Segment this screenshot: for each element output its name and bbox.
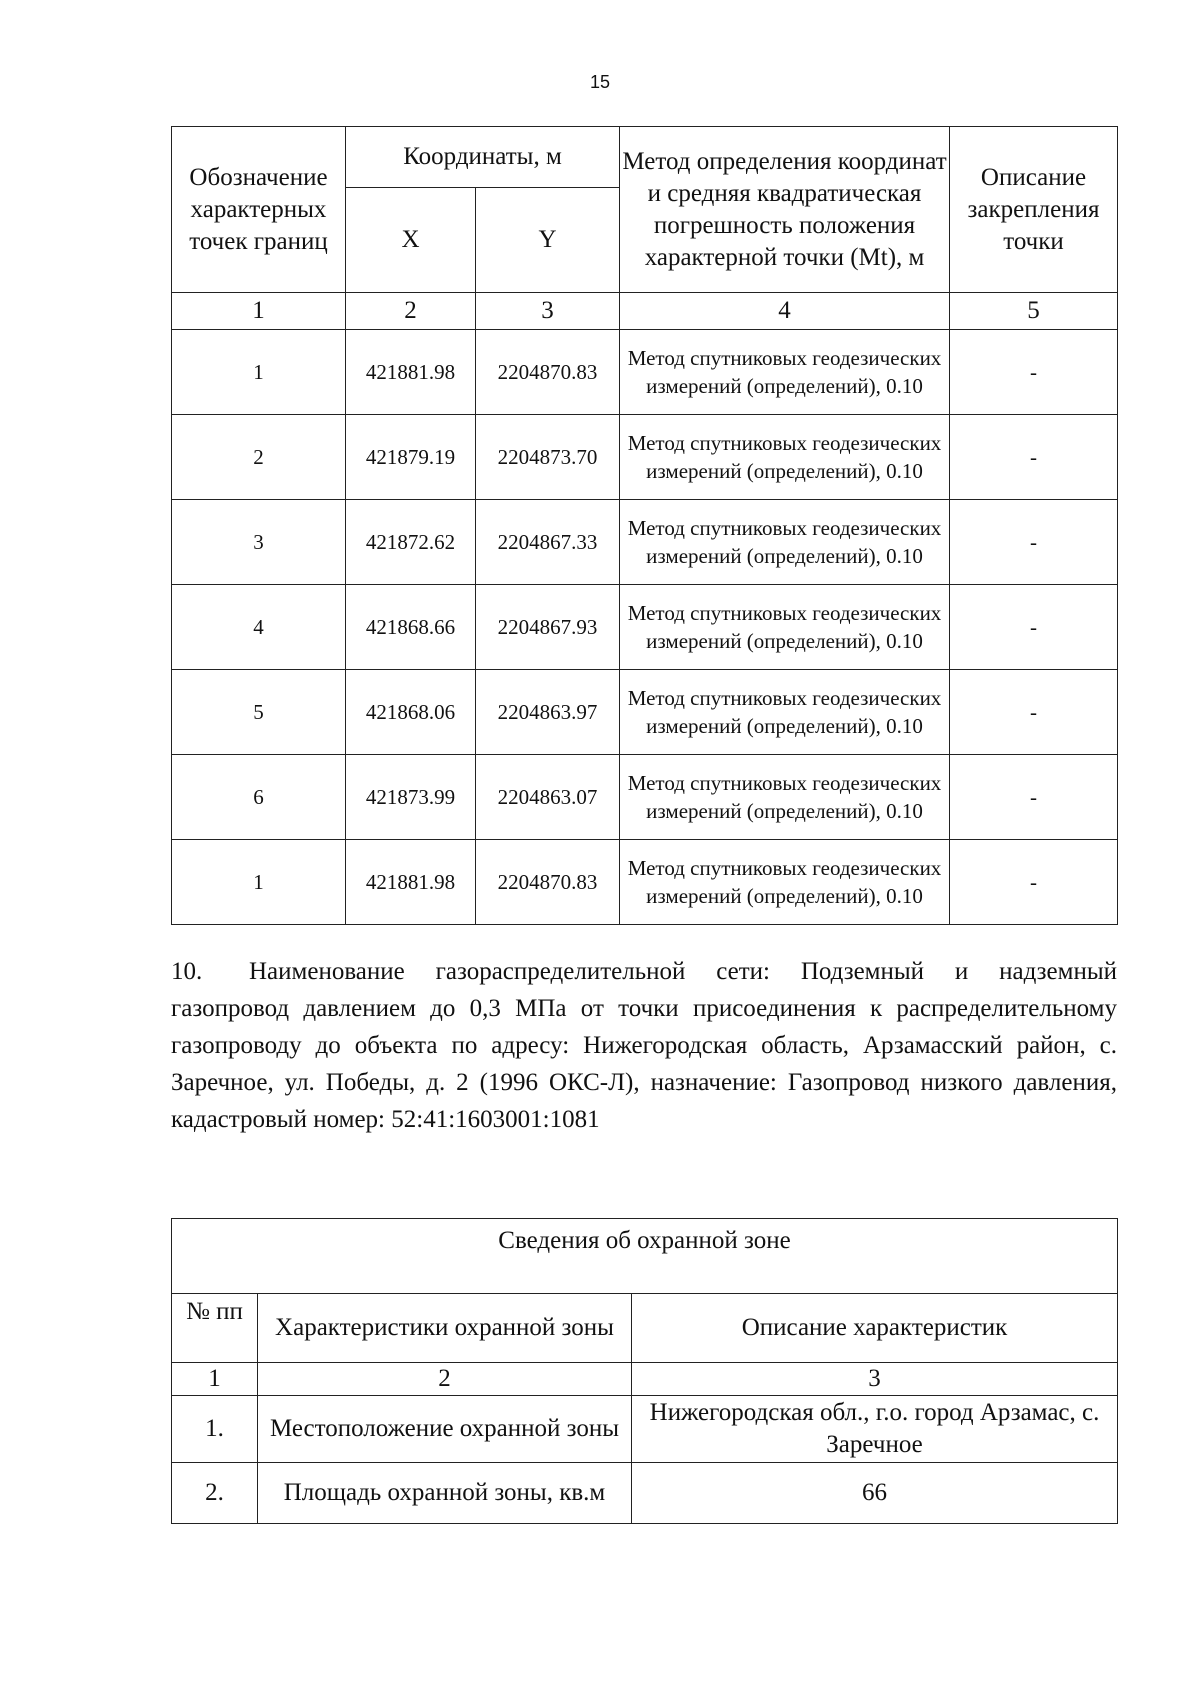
header-num: № пп <box>172 1294 258 1363</box>
row-num: 2. <box>172 1463 258 1524</box>
fixing-text: - <box>950 670 1118 755</box>
fixing-text: - <box>950 415 1118 500</box>
point-id: 1 <box>172 840 346 925</box>
x-value: 421873.99 <box>346 755 476 840</box>
y-value: 2204863.07 <box>476 755 620 840</box>
point-id: 4 <box>172 585 346 670</box>
x-value: 421872.62 <box>346 500 476 585</box>
header-description: Описание характеристик <box>632 1294 1118 1363</box>
header-method: Метод определения координат и средняя квадратическая погрешность положения характерной точки (Mt), м <box>620 127 950 293</box>
point-id: 6 <box>172 755 346 840</box>
table-row <box>172 500 1118 585</box>
method-text: Метод спутниковых геодезических измерений (определений), 0.10 <box>620 500 950 585</box>
table-row <box>172 755 1118 840</box>
header-fixing: Описание закрепления точки <box>950 127 1118 293</box>
y-value: 2204867.33 <box>476 500 620 585</box>
column-number: 2 <box>346 293 476 330</box>
row-num: 1. <box>172 1396 258 1463</box>
point-id: 1 <box>172 330 346 415</box>
column-number: 3 <box>476 293 620 330</box>
y-value: 2204870.83 <box>476 840 620 925</box>
x-value: 421879.19 <box>346 415 476 500</box>
column-number: 5 <box>950 293 1118 330</box>
y-value: 2204863.97 <box>476 670 620 755</box>
table-row <box>172 840 1118 925</box>
y-value: 2204867.93 <box>476 585 620 670</box>
point-id: 5 <box>172 670 346 755</box>
table-row <box>172 415 1118 500</box>
point-id: 3 <box>172 500 346 585</box>
column-number: 3 <box>632 1363 1118 1396</box>
method-text: Метод спутниковых геодезических измерений (определений), 0.10 <box>620 330 950 415</box>
fixing-text: - <box>950 840 1118 925</box>
fixing-text: - <box>950 330 1118 415</box>
column-number: 4 <box>620 293 950 330</box>
row-description: Нижегородская обл., г.о. город Арзамас, с. Заречное <box>632 1396 1118 1463</box>
section-text: Наименование газораспределительной сети: Подземный и надземный газопровод давлением до 0,3 МПа от точки присоединения к распределительному газопроводу до объекта по адресу: Нижегородская область, Арзамасский район, с. Заречное, ул. Победы, д. 2 (1996 ОКС-Л), назначение: Газопровод низкого давления, кадастровый номер: 52:41:1603001:1081 <box>171 958 1117 1133</box>
row-characteristic: Площадь охранной зоны, кв.м <box>258 1463 632 1524</box>
method-text: Метод спутниковых геодезических измерений (определений), 0.10 <box>620 585 950 670</box>
fixing-text: - <box>950 500 1118 585</box>
fixing-text: - <box>950 585 1118 670</box>
method-text: Метод спутниковых геодезических измерений (определений), 0.10 <box>620 670 950 755</box>
column-number: 1 <box>172 1363 258 1396</box>
section-paragraph <box>171 953 1117 1138</box>
y-value: 2204873.70 <box>476 415 620 500</box>
zone-table-title: Сведения об охранной зоне <box>172 1219 1118 1294</box>
x-value: 421881.98 <box>346 840 476 925</box>
coordinates-table <box>171 126 1118 925</box>
method-text: Метод спутниковых геодезических измерений (определений), 0.10 <box>620 755 950 840</box>
column-number: 1 <box>172 293 346 330</box>
header-x: X <box>346 188 476 293</box>
section-number: 10. <box>171 958 203 985</box>
point-id: 2 <box>172 415 346 500</box>
table-row <box>172 1463 1118 1524</box>
header-characteristic: Характеристики охранной зоны <box>258 1294 632 1363</box>
table-row <box>172 1396 1118 1463</box>
fixing-text: - <box>950 755 1118 840</box>
method-text: Метод спутниковых геодезических измерений (определений), 0.10 <box>620 840 950 925</box>
row-description: 66 <box>632 1463 1118 1524</box>
method-text: Метод спутниковых геодезических измерений (определений), 0.10 <box>620 415 950 500</box>
header-designation: Обозначение характерных точек границ <box>172 127 346 293</box>
column-number: 2 <box>258 1363 632 1396</box>
header-y: Y <box>476 188 620 293</box>
table-row <box>172 330 1118 415</box>
y-value: 2204870.83 <box>476 330 620 415</box>
table-row <box>172 670 1118 755</box>
table-row <box>172 585 1118 670</box>
row-characteristic: Местоположение охранной зоны <box>258 1396 632 1463</box>
header-coordinates: Координаты, м <box>346 127 620 188</box>
x-value: 421868.66 <box>346 585 476 670</box>
x-value: 421868.06 <box>346 670 476 755</box>
x-value: 421881.98 <box>346 330 476 415</box>
protection-zone-table <box>171 1218 1118 1524</box>
page-number: 15 <box>589 72 611 92</box>
